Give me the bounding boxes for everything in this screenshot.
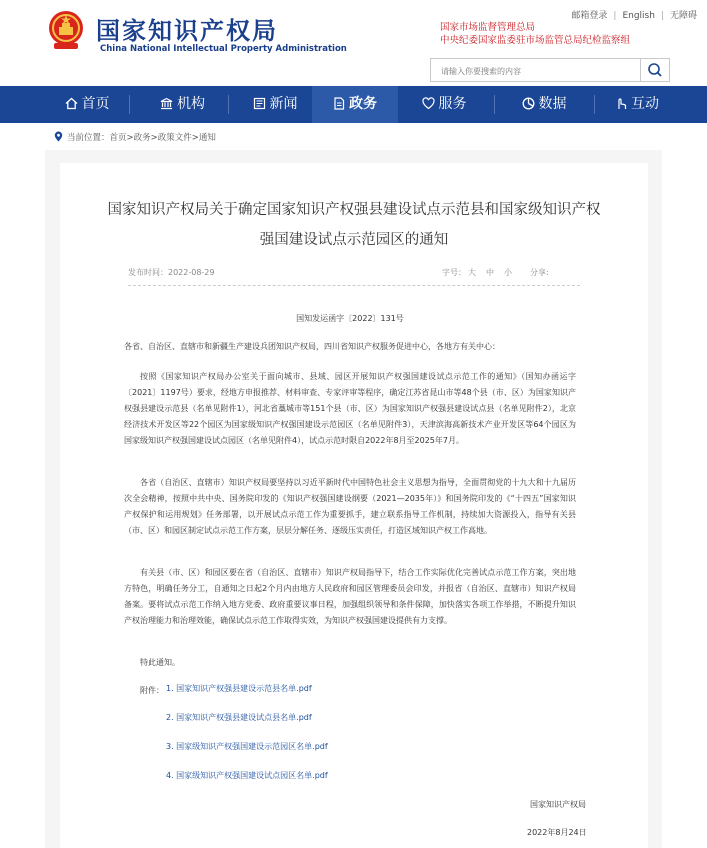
national-emblem-logo[interactable] <box>46 9 86 51</box>
site-header <box>0 0 707 86</box>
search-icon <box>641 59 669 81</box>
location-pin-icon <box>54 131 63 142</box>
attachment-link[interactable]: 2. 国家知识产权强县建设试点县名单.pdf <box>166 713 312 722</box>
paragraph: 有关县（市、区）和园区要在省（自治区、直辖市）知识产权局指导下，结合工作实际优化完善试点示范工作方案，突出地方特色，明确任务分工，自通知之日起2个月内由地方人民政府和园区管理委员会印发，并报省（自治区、直辖市）知识产权局备案。要将试点示范工作纳入地方党委、政府重要议事日程，加强组织领导和条件保障，加快落实各项工作举措，不断提升知识产权治理能力和治理效能，确保试点示范工作取得实效，为知识产权强国建设提供有力支撑。 <box>124 568 576 625</box>
nav-data[interactable] <box>508 86 580 123</box>
closing: 特此通知。 <box>140 658 180 667</box>
home-icon <box>65 97 78 110</box>
discipline-inspection-link[interactable]: 中央纪委国家监委驻市场监管总局纪检监察组 <box>440 35 631 46</box>
search-box <box>430 58 670 82</box>
nav-label: 数据 <box>538 96 567 112</box>
affiliate-links <box>440 21 630 47</box>
nav-divider <box>228 95 229 114</box>
nav-label: 新闻 <box>269 96 298 112</box>
site-title[interactable]: 国家知识产权局 <box>96 17 278 45</box>
font-large-button[interactable]: 大 <box>468 268 476 277</box>
search-input[interactable] <box>431 62 641 82</box>
article-title <box>60 195 648 255</box>
publish-date: 发布时间：2022-08-29 <box>128 268 215 277</box>
attachment-link[interactable]: 1. 国家知识产权强县建设示范县名单.pdf <box>166 684 312 693</box>
news-icon <box>253 97 266 110</box>
hand-pointer-icon <box>615 97 627 110</box>
separator: | <box>613 11 617 21</box>
paragraph: 按照《国家知识产权局办公室关于面向城市、县域、园区开展知识产权强国建设试点示范工作的通知》（国知办函运字〔2021〕1197号）要求，经地方申报推荐、材料审查、专家评审等程序，确定江苏省昆山市等48个县（市、区）为国家知识产权强县建设示范县（名单见附件1），河北省藁城市等151个县（市、区）为国家知识产权强县建设试点县（名单见附件2），北京经济技术开发区等22个园区为国家级知识产权强国建设示范园区（名单见附件3），天津滨海高新技术产业开发区等64个园区为国家级知识产权强国建设试点园区（名单见附件4），试点示范时限自2022年8月至2025年7月。 <box>124 372 576 445</box>
chart-icon <box>522 97 535 110</box>
sign-date: 2022年8月24日 <box>527 828 587 837</box>
article <box>60 163 648 848</box>
nav-label: 互动 <box>631 96 659 112</box>
nav-label: 首页 <box>81 96 110 112</box>
share-label[interactable]: 分享: <box>530 268 549 277</box>
main-nav <box>0 86 707 123</box>
nav-institution[interactable] <box>145 86 220 123</box>
english-link[interactable]: English <box>622 11 655 21</box>
mail-login-link[interactable]: 邮箱登录 <box>571 11 608 21</box>
nav-label: 机构 <box>177 96 205 112</box>
title-line: 国家知识产权局关于确定国家知识产权强县建设试点示范县和国家级知识产权 <box>107 202 601 218</box>
nav-home[interactable] <box>52 86 122 123</box>
divider <box>128 285 580 287</box>
paragraph: 各省（自治区、直辖市）知识产权局要坚持以习近平新时代中国特色社会主义思想为指导，全面贯彻党的十九大和十九届历次全会精神，按照中共中央、国务院印发的《知识产权强国建设纲要（2021—2035年）》和国务院印发的《“十四五”国家知识产权保护和运用规划》任务部署，以开展试点示范工作为重要抓手，建立联系指导工作机制，持续加大资源投入，指导有关县（市、区）和园区制定试点示范工作方案，层层分解任务、逐级压实责任，打造区域知识产权工作高地。 <box>124 478 576 535</box>
title-line: 强国建设试点示范园区的通知 <box>259 232 449 248</box>
separator: | <box>660 11 664 21</box>
font-medium-button[interactable]: 中 <box>486 268 494 277</box>
nav-divider <box>494 95 495 114</box>
top-links <box>571 8 697 21</box>
nav-divider <box>594 95 595 114</box>
accessibility-link[interactable]: 无障碍 <box>669 11 697 21</box>
signature: 国家知识产权局 <box>530 800 586 809</box>
samr-link[interactable]: 国家市场监督管理总局 <box>440 22 536 33</box>
nav-interaction[interactable] <box>598 86 676 123</box>
nav-divider <box>129 95 130 114</box>
nav-label: 服务 <box>438 96 467 112</box>
institution-icon <box>160 97 173 110</box>
breadcrumb <box>54 131 216 143</box>
font-small-button[interactable]: 小 <box>504 268 512 277</box>
site-subtitle: China National Intellectual Property Administration <box>100 44 347 54</box>
font-size-label: 字号： <box>442 268 466 277</box>
nav-government-affairs[interactable] <box>312 86 398 123</box>
nav-label: 政务 <box>349 96 377 112</box>
search-button[interactable] <box>640 59 669 81</box>
heart-hand-icon <box>422 97 435 110</box>
article-tools <box>442 267 559 278</box>
attachment-link[interactable]: 3. 国家级知识产权强国建设示范园区名单.pdf <box>166 742 328 751</box>
doc-number: 国知发运函字〔2022〕131号 <box>296 314 404 323</box>
attachments-label: 附件： <box>140 686 164 695</box>
salutation: 各省、自治区、直辖市和新疆生产建设兵团知识产权局，四川省知识产权服务促进中心，各地方有关中心： <box>124 342 500 351</box>
attachment-link[interactable]: 4. 国家级知识产权强国建设试点园区名单.pdf <box>166 771 328 780</box>
nav-service[interactable] <box>408 86 480 123</box>
document-icon <box>333 97 345 110</box>
nav-news[interactable] <box>240 86 310 123</box>
breadcrumb-text[interactable]: 当前位置：首页>政务>政策文件>通知 <box>67 133 216 143</box>
